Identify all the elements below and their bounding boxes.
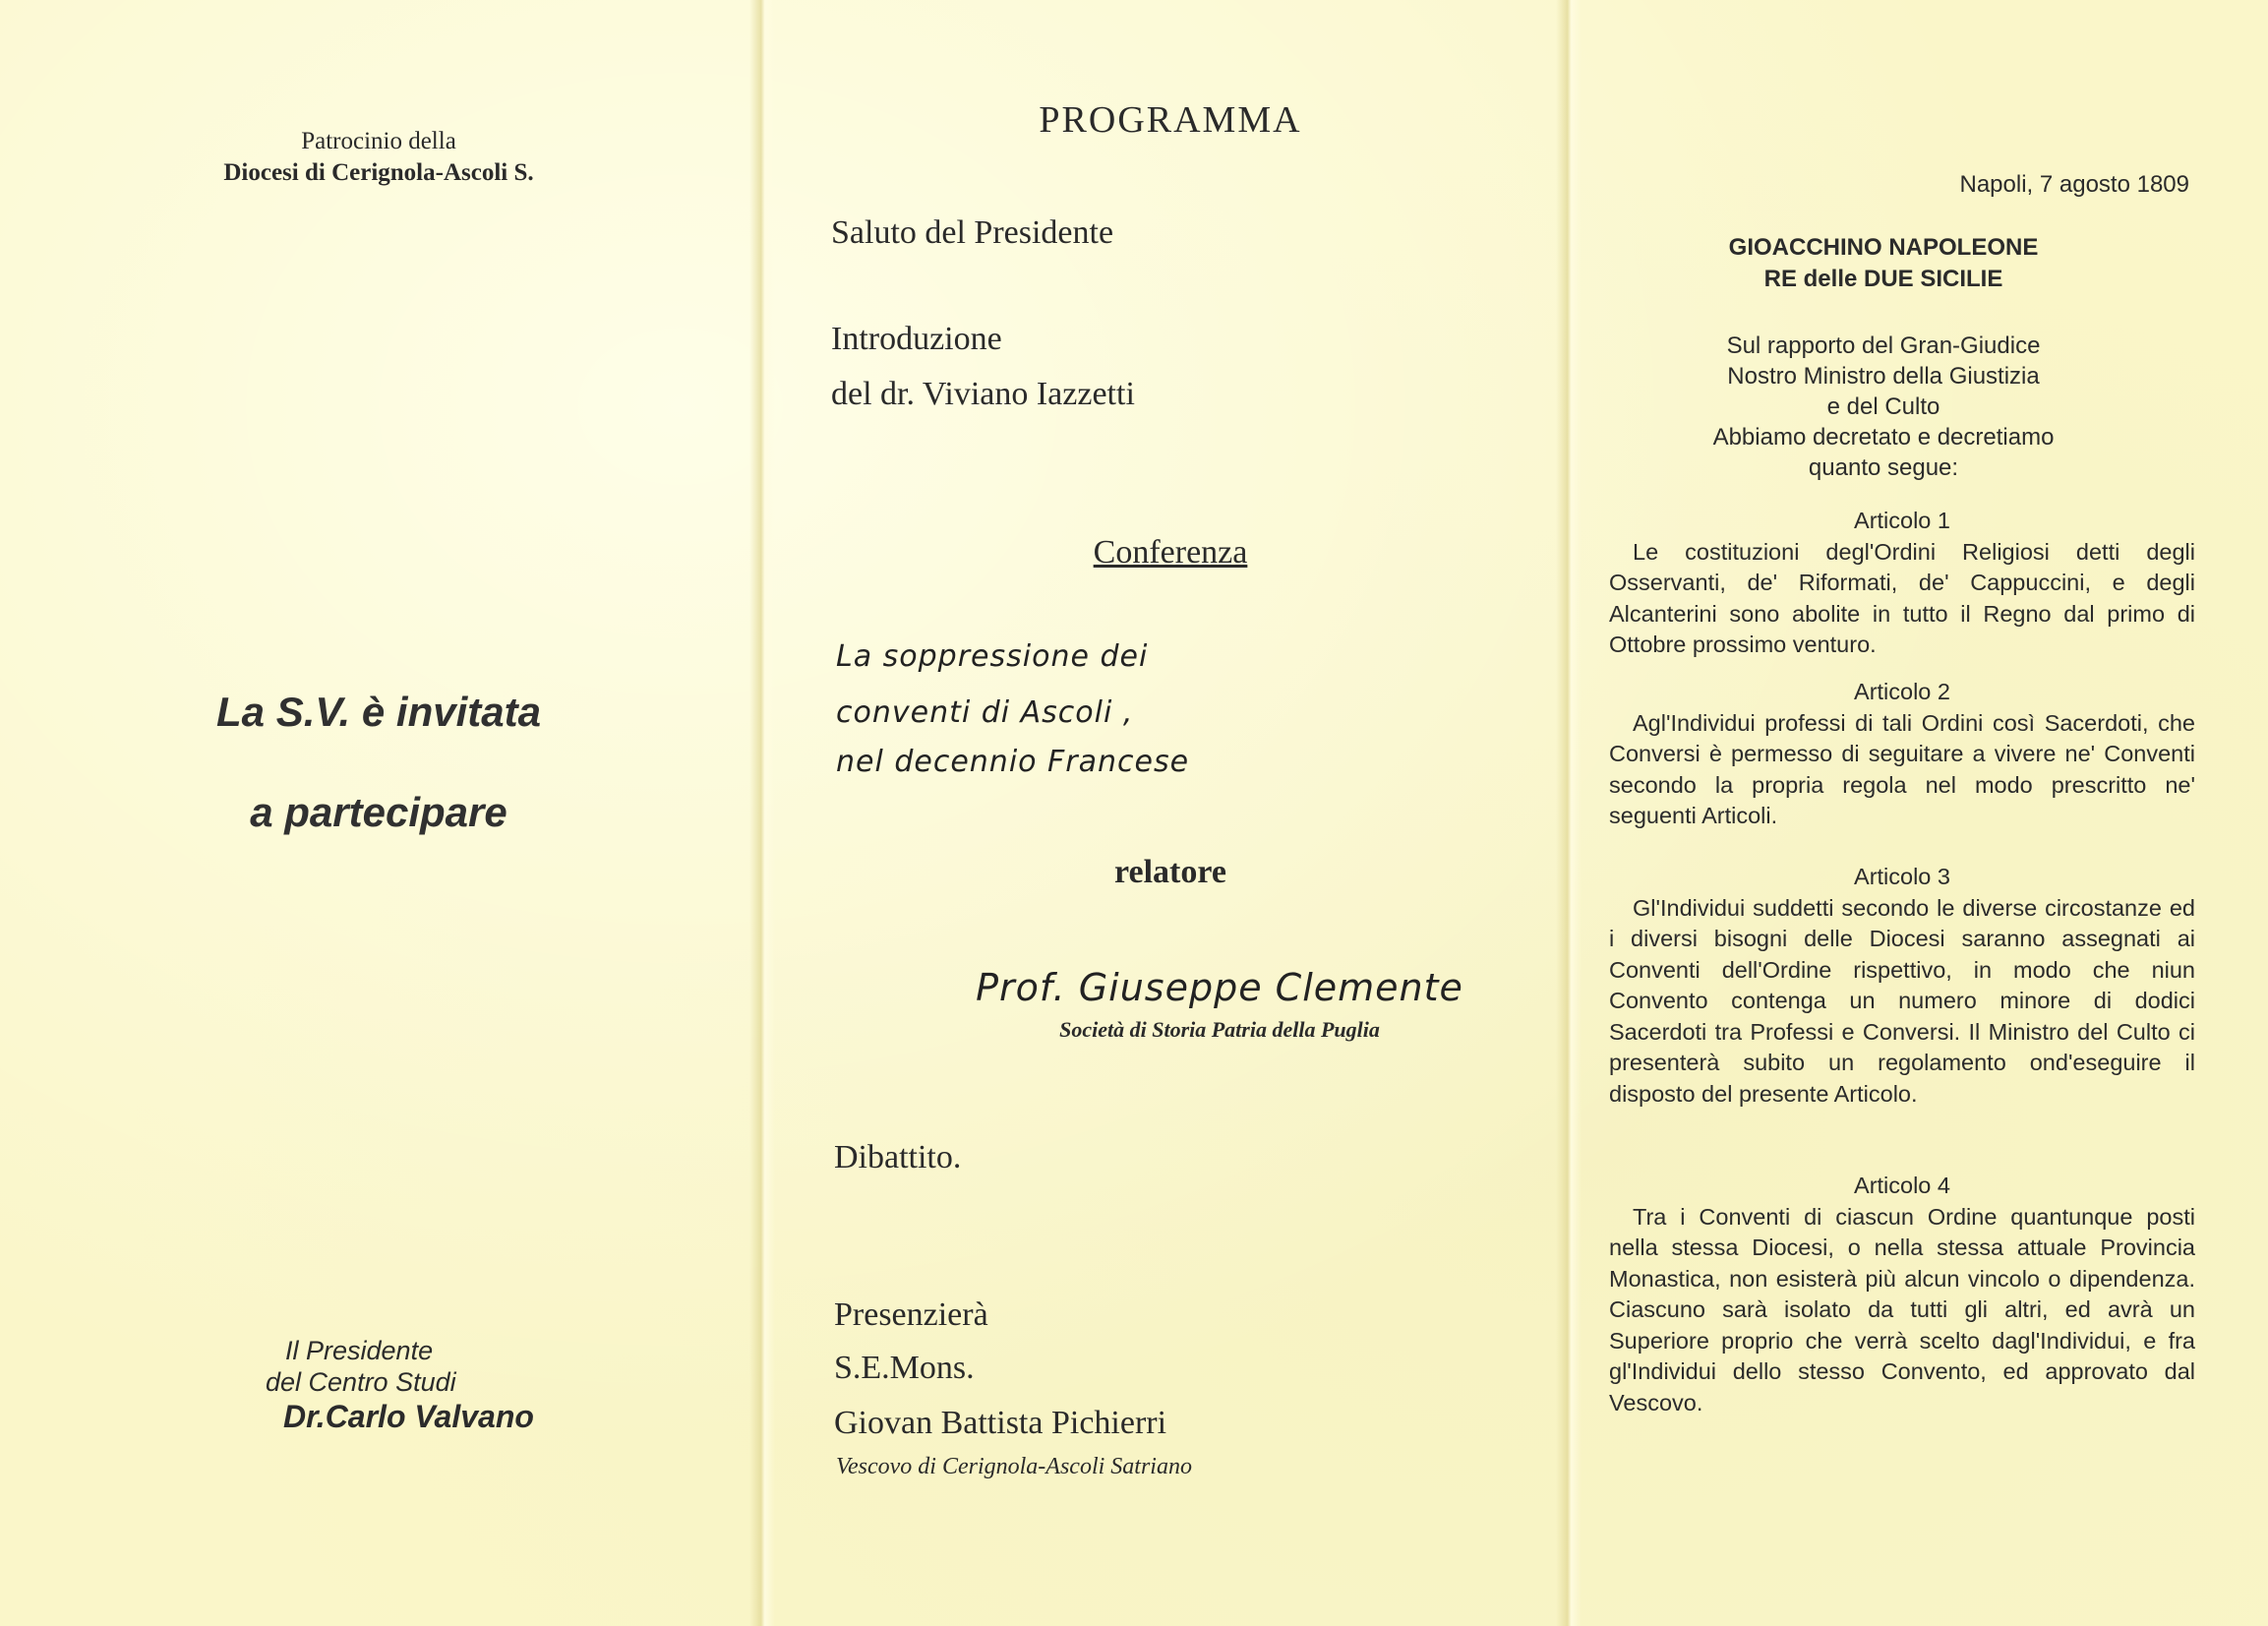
invitation-line-1: La S.V. è invitata [216, 689, 541, 735]
preamble-line: Nostro Ministro della Giustizia [1727, 363, 2040, 390]
left-panel [0, 0, 757, 1626]
preamble-line: Abbiamo decretato e decretiamo [1712, 424, 2055, 451]
preamble-line: e del Culto [1826, 393, 1940, 420]
article-2 [1609, 677, 2195, 832]
middle-panel [777, 0, 1564, 1626]
programme-title: PROGRAMMA [1039, 99, 1302, 141]
article-1 [1609, 506, 2195, 661]
article-heading: Articolo 1 [1854, 508, 1950, 533]
decree-date: Napoli, 7 agosto 1809 [1959, 171, 2189, 198]
conference-topic-line-1: La soppressione dei [836, 639, 1149, 674]
article-text: Gl'Individui suddetti secondo le diverse circostanze ed i diversi bisogni delle Diocesi saranno assegnati ai Conventi dell'Ordine rispettivo, in modo che niun Convento contenga un numero minore di dodici Sacerdoti tra Professi e Conversi. Il Ministro del Culto ci presenterà subito un regolamento ond'eseguire il disposto del presente Articolo. [1609, 894, 2195, 1107]
speaker-name: Prof. Giuseppe Clemente [976, 966, 1463, 1009]
bishop-honorific: S.E.Mons. [834, 1350, 975, 1386]
conference-heading: Conferenza [1093, 534, 1248, 571]
invitation-line-2: a partecipare [250, 789, 507, 835]
bishop-title: Vescovo di Cerignola-Ascoli Satriano [836, 1454, 1192, 1479]
preamble-line: Sul rapporto del Gran-Giudice [1726, 332, 2041, 359]
bishop-name: Giovan Battista Pichierri [834, 1405, 1167, 1441]
preamble-line: quanto segue: [1808, 454, 1959, 481]
right-panel [1583, 0, 2268, 1626]
article-heading: Articolo 3 [1854, 864, 1950, 889]
article-text: Le costituzioni degl'Ordini Religiosi detti degli Osservanti, de' Riformati, de' Cappuccini, e degli Alcanterini sono abolite in tutto il Regno dal primo di Ottobre prossimo venturo. [1609, 538, 2195, 657]
speaker-label: relatore [1114, 854, 1226, 890]
programme-introduction: Introduzione [831, 321, 1002, 357]
programme-introduction-speaker: del dr. Viviano Iazzetti [831, 376, 1135, 412]
patronage-block [0, 126, 757, 189]
conference-topic-line-2: conventi di Ascoli , [836, 695, 1134, 730]
programme-debate: Dibattito. [834, 1139, 962, 1175]
article-3 [1609, 862, 2195, 1110]
conference-topic-line-3: nel decennio Francese [836, 745, 1190, 779]
decree-king-title: RE delle DUE SICILIE [1763, 266, 2003, 292]
speaker-society: Società di Storia Patria della Puglia [1059, 1017, 1380, 1042]
article-heading: Articolo 2 [1854, 679, 1950, 704]
president-title: Il Presidente [285, 1336, 434, 1365]
programme-greeting: Saluto del Presidente [831, 214, 1114, 251]
decree-king-name: GIOACCHINO NAPOLEONE [1728, 234, 2039, 261]
article-text: Agl'Individui professi di tali Ordini così Sacerdoti, che Conversi è permesso di seguitare a vivere ne' Conventi secondo la propria regola nel modo prescritto ne' seguenti Articoli. [1609, 709, 2195, 828]
president-org: del Centro Studi [266, 1367, 456, 1397]
article-text: Tra i Conventi di ciascun Ordine quantunque posti nella stessa Diocesi, o nella stessa attuale Provincia Monastica, non esisterà più alcun vincolo o dipendenza. Ciascuno sarà isolato da tutti gli altri, ed avrà un Superiore proprio che verrà scelto dagl'Individui, e fra gl'Individui dello stesso Convento, ed approvato dal Vescovo. [1609, 1203, 2195, 1415]
decree-preamble [1583, 331, 2183, 483]
article-heading: Articolo 4 [1854, 1173, 1950, 1198]
patronage-line-2: Diocesi di Cerignola-Ascoli S. [223, 159, 534, 186]
president-name: Dr.Carlo Valvano [283, 1399, 534, 1434]
presence-label: Presenzierà [834, 1296, 988, 1333]
patronage-line-1: Patrocinio della [301, 128, 456, 154]
article-4 [1609, 1171, 2195, 1418]
